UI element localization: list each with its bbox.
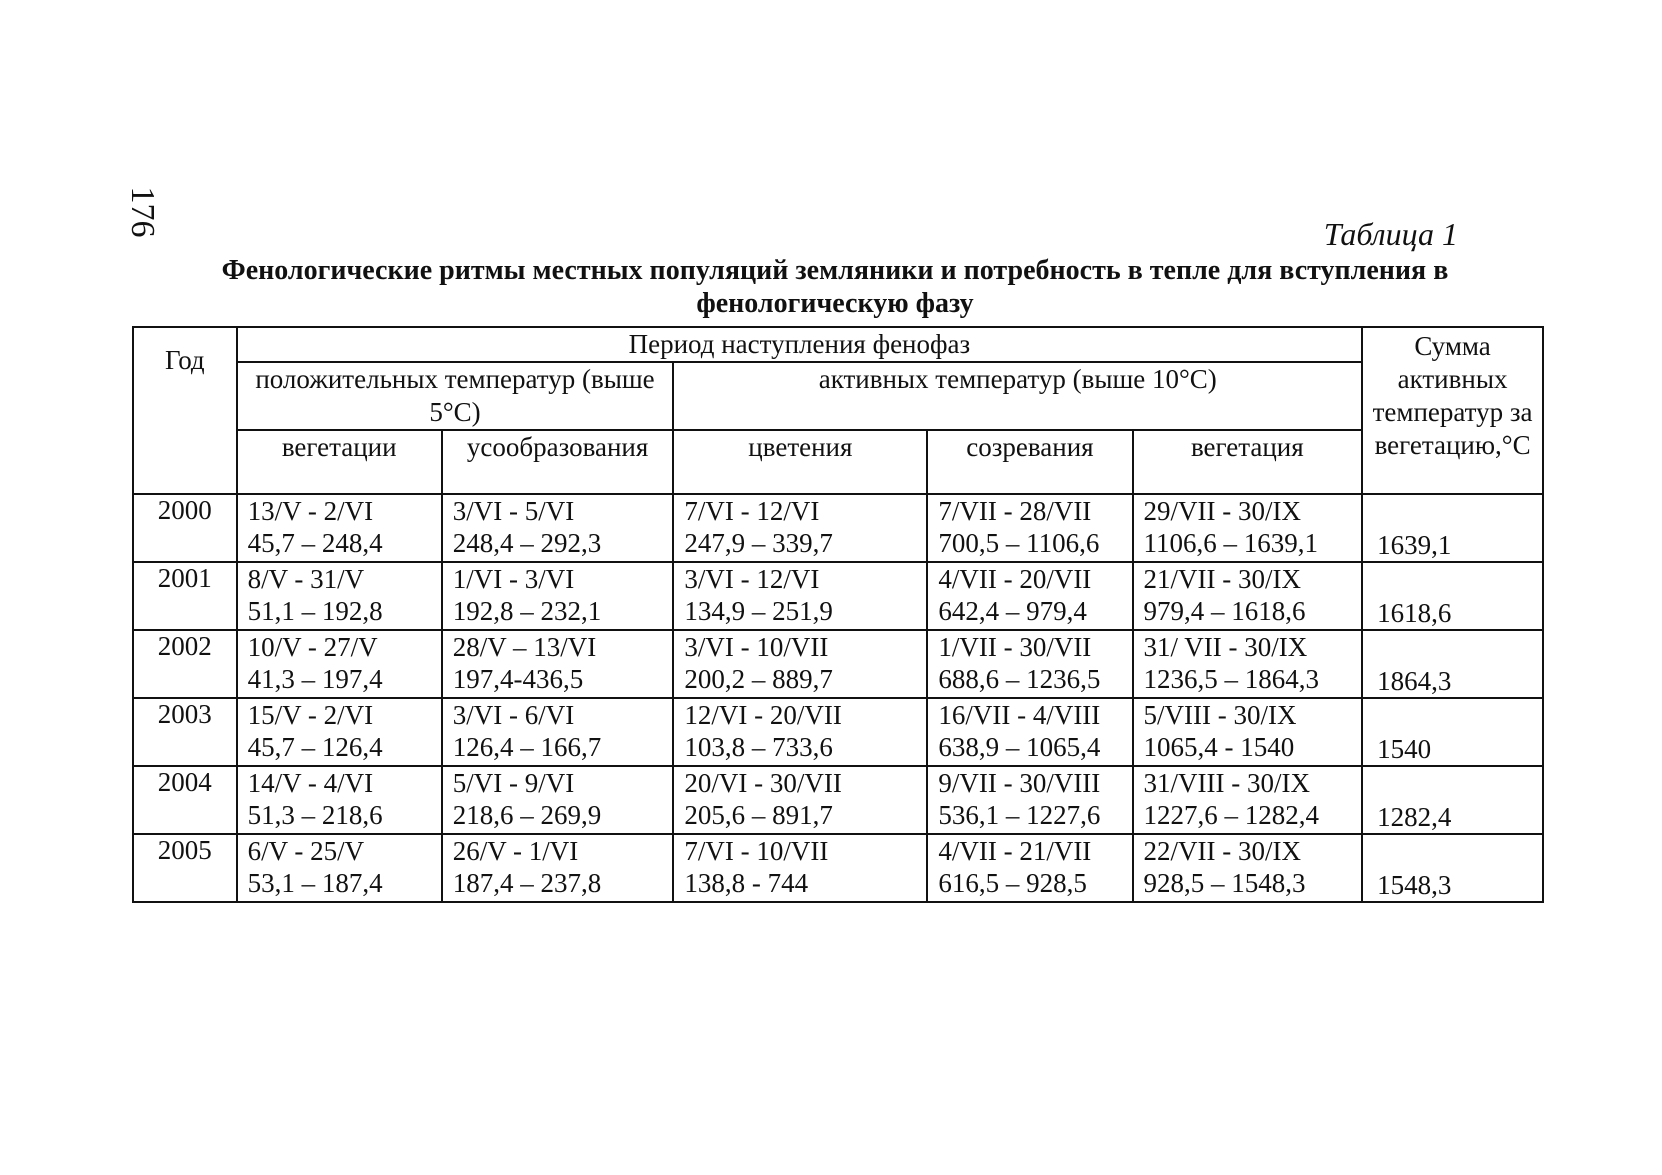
phase-cell [1133, 834, 1363, 902]
phase-date-range: 4/VII - 21/VII [938, 836, 1092, 866]
phase-cell [927, 562, 1132, 630]
phase-cell [1133, 698, 1363, 766]
phase-date-range: 3/VI - 10/VII [684, 632, 829, 662]
phase-date-range: 1/VII - 30/VII [938, 632, 1092, 662]
year-cell: 2001 [133, 562, 237, 630]
phase-cell [927, 834, 1132, 902]
phase-date-range: 4/VII - 20/VII [938, 564, 1092, 594]
phenology-table [132, 326, 1544, 903]
table-row [133, 766, 1543, 834]
phase-cell [673, 630, 927, 698]
phase-date-range: 29/VII - 30/IX [1143, 496, 1301, 526]
phase-cell [442, 698, 674, 766]
phase-temp-range: 51,1 – 192,8 [247, 596, 383, 626]
phase-cell [927, 698, 1132, 766]
phase-temp-range: 103,8 – 733,6 [684, 732, 833, 762]
phase-date-range: 7/VII - 28/VII [938, 496, 1092, 526]
phase-temp-range: 138,8 - 744 [684, 868, 809, 898]
phase-cell [927, 766, 1132, 834]
phase-cell [442, 766, 674, 834]
phase-temp-range: 126,4 – 166,7 [452, 732, 602, 762]
phase-cell [237, 562, 442, 630]
phase-date-range: 20/VI - 30/VII [684, 768, 842, 798]
phase-cell [1133, 562, 1363, 630]
phase-date-range: 6/V - 25/V [247, 836, 365, 866]
phase-temp-range: 45,7 – 248,4 [247, 528, 383, 558]
phase-date-range: 21/VII - 30/IX [1143, 564, 1301, 594]
table-row [133, 698, 1543, 766]
year-cell: 2003 [133, 698, 237, 766]
phase-date-range: 5/VIII - 30/IX [1143, 700, 1297, 730]
table-row [133, 562, 1543, 630]
phase-temp-range: 1065,4 - 1540 [1143, 732, 1295, 762]
table-caption: Фенологические ритмы местных популяций земляники и потребность в тепле для вступления в фенологическую фазу [221, 255, 1449, 319]
active-temps-header: активных температур (выше 10°С) [673, 362, 1362, 430]
phase-date-range: 13/V - 2/VI [247, 496, 374, 526]
phase-date-range: 28/V – 13/VI [452, 632, 597, 662]
phase-temp-range: 205,6 – 891,7 [684, 800, 833, 830]
phase-date-range: 16/VII - 4/VIII [938, 700, 1101, 730]
phase-temp-range: 1227,6 – 1282,4 [1143, 800, 1320, 830]
phase-temp-range: 642,4 – 979,4 [938, 596, 1087, 626]
phase-cell [442, 834, 674, 902]
phase-cell [237, 698, 442, 766]
table-label: Таблица 1 [1323, 216, 1458, 252]
phase-cell [237, 834, 442, 902]
phase-date-range: 7/VI - 10/VII [684, 836, 829, 866]
sum-cell: 1282,4 [1362, 766, 1543, 834]
phase-cell [442, 494, 674, 562]
phase-cell [673, 562, 927, 630]
phase-temp-range: 979,4 – 1618,6 [1143, 596, 1306, 626]
phase-temp-range: 218,6 – 269,9 [452, 800, 602, 830]
phase-cell [927, 630, 1132, 698]
phase-temp-range: 53,1 – 187,4 [247, 868, 383, 898]
phase-date-range: 3/VI - 6/VI [452, 700, 575, 730]
phase-temp-range: 638,9 – 1065,4 [938, 732, 1101, 762]
phase-date-range: 9/VII - 30/VIII [938, 768, 1101, 798]
phase-temp-range: 247,9 – 339,7 [684, 528, 833, 558]
phase-temp-range: 200,2 – 889,7 [684, 664, 833, 694]
year-cell: 2002 [133, 630, 237, 698]
phase-cell [237, 494, 442, 562]
phase-temp-range: 928,5 – 1548,3 [1143, 868, 1306, 898]
phase-date-range: 7/VI - 12/VI [684, 496, 820, 526]
phase-temp-range: 134,9 – 251,9 [684, 596, 833, 626]
phase-temp-range: 192,8 – 232,1 [452, 596, 602, 626]
positive-temps-header: положительных температур (выше 5°С) [237, 362, 674, 430]
sum-cell: 1639,1 [1362, 494, 1543, 562]
phase-header: вегетации [237, 430, 442, 494]
phase-header: усообразования [442, 430, 674, 494]
period-header: Период наступления фенофаз [237, 327, 1363, 362]
phase-temp-range: 688,6 – 1236,5 [938, 664, 1101, 694]
phase-date-range: 22/VII - 30/IX [1143, 836, 1301, 866]
phase-header: созревания [927, 430, 1132, 494]
phase-date-range: 15/V - 2/VI [247, 700, 374, 730]
phase-temp-range: 1236,5 – 1864,3 [1143, 664, 1320, 694]
phase-cell [673, 698, 927, 766]
phase-temp-range: 197,4-436,5 [452, 664, 584, 694]
phase-date-range: 1/VI - 3/VI [452, 564, 575, 594]
year-cell: 2004 [133, 766, 237, 834]
phase-header: вегетация [1133, 430, 1363, 494]
page-number: 176 [124, 186, 161, 238]
sum-header: Сумма активных температур за вегетацию,°С [1362, 327, 1543, 494]
table-row [133, 630, 1543, 698]
sum-cell: 1864,3 [1362, 630, 1543, 698]
phase-cell [673, 494, 927, 562]
sum-cell: 1548,3 [1362, 834, 1543, 902]
year-header: Год [133, 327, 237, 494]
phase-temp-range: 45,7 – 126,4 [247, 732, 383, 762]
phase-cell [1133, 630, 1363, 698]
phase-temp-range: 187,4 – 237,8 [452, 868, 602, 898]
table-row [133, 834, 1543, 902]
phase-temp-range: 41,3 – 197,4 [247, 664, 383, 694]
phase-cell [673, 834, 927, 902]
phase-temp-range: 700,5 – 1106,6 [938, 528, 1100, 558]
sum-cell: 1618,6 [1362, 562, 1543, 630]
phase-date-range: 8/V - 31/V [247, 564, 365, 594]
phase-cell [442, 562, 674, 630]
phase-cell [673, 766, 927, 834]
phase-temp-range: 536,1 – 1227,6 [938, 800, 1101, 830]
table-body [133, 494, 1543, 902]
phase-date-range: 31/VIII - 30/IX [1143, 768, 1310, 798]
phase-cell [442, 630, 674, 698]
phase-header: цветения [673, 430, 927, 494]
phase-temp-range: 248,4 – 292,3 [452, 528, 602, 558]
phase-cell [237, 630, 442, 698]
phase-temp-range: 616,5 – 928,5 [938, 868, 1087, 898]
year-cell: 2005 [133, 834, 237, 902]
phase-date-range: 10/V - 27/V [247, 632, 378, 662]
table-row [133, 494, 1543, 562]
phase-date-range: 3/VI - 5/VI [452, 496, 575, 526]
phase-date-range: 5/VI - 9/VI [452, 768, 575, 798]
year-cell: 2000 [133, 494, 237, 562]
phase-cell [1133, 766, 1363, 834]
phase-date-range: 14/V - 4/VI [247, 768, 374, 798]
sum-cell: 1540 [1362, 698, 1543, 766]
phase-temp-range: 1106,6 – 1639,1 [1143, 528, 1319, 558]
phase-date-range: 31/ VII - 30/IX [1143, 632, 1308, 662]
phase-temp-range: 51,3 – 218,6 [247, 800, 383, 830]
phase-cell [237, 766, 442, 834]
phase-date-range: 26/V - 1/VI [452, 836, 579, 866]
phase-date-range: 12/VI - 20/VII [684, 700, 842, 730]
phase-cell [927, 494, 1132, 562]
phase-cell [1133, 494, 1363, 562]
phase-date-range: 3/VI - 12/VI [684, 564, 820, 594]
